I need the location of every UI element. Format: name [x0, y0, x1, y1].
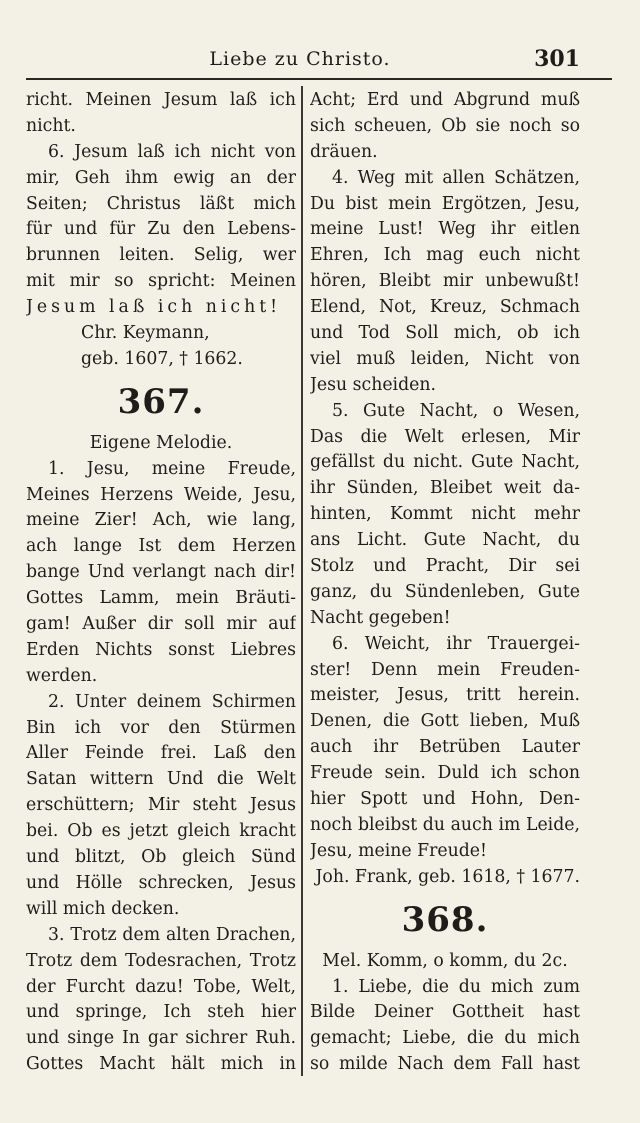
- melody-line: Mel. Komm, o komm, du 2c.: [322, 950, 568, 971]
- verse-start-line: 5. Gute Nacht, o Wesen,: [332, 400, 580, 421]
- verse-line: dräuen.: [310, 141, 378, 162]
- page-number: 301: [534, 46, 580, 72]
- verse-line: meine Lust! Weg ihr eitlen: [310, 219, 580, 240]
- verse-line: Bilde Deiner Gottheit hast: [310, 1002, 580, 1023]
- melody-line: Eigene Melodie.: [89, 432, 233, 453]
- verse-start-line: 6. Jesum laß ich nicht von: [48, 141, 296, 162]
- verse-line: viel muß leiden, Nicht von: [310, 348, 580, 369]
- verse-line: gemacht; Liebe, die du mich: [310, 1028, 580, 1049]
- verse-line: und blitzt, Ob gleich Sünd: [26, 847, 296, 868]
- verse-line: der Furcht dazu! Tobe, Welt,: [26, 976, 296, 997]
- right-column: [310, 88, 580, 1078]
- verse-line: werden.: [26, 665, 98, 686]
- verse-line: ach lange Ist dem Herzen: [26, 536, 296, 557]
- running-header: [0, 44, 640, 74]
- verse-line: Aller Feinde frei. Laß den: [26, 743, 296, 764]
- verse-line: Satan wittern Und die Welt: [26, 769, 296, 790]
- verse-start-line: 1. Jesu, meine Freude,: [48, 458, 296, 479]
- verse-line: Elend, Not, Kreuz, Schmach: [310, 297, 580, 318]
- verse-line: gefällst du nicht. Gute Nacht,: [310, 452, 580, 473]
- verse-line: sich scheuen, Ob sie noch so: [310, 115, 580, 136]
- verse-line: Stolz und Pracht, Dir sei: [310, 556, 580, 577]
- verse-line: Das die Welt erlesen, Mir: [310, 426, 580, 447]
- verse-line: Trotz dem Todesrachen, Trotz: [26, 950, 296, 971]
- header-rule: [26, 78, 612, 80]
- verse-line: ihr Sünden, Bleibet weit da-: [310, 478, 580, 499]
- verse-start-line: 2. Unter deinem Schirmen: [48, 691, 296, 712]
- verse-line: Gottes Lamm, mein Bräuti-: [26, 588, 296, 609]
- verse-line: will mich decken.: [26, 898, 180, 919]
- left-column: [26, 88, 296, 1078]
- verse-line: noch bleibst du auch im Leide,: [310, 814, 580, 835]
- verse-line: mit mir so spricht: Meinen: [26, 271, 296, 292]
- verse-line: und singe In gar sichrer Ruh.: [26, 1028, 296, 1049]
- verse-line: ganz, du Sündenleben, Gute: [310, 581, 580, 602]
- author-line: Chr. Keymann,: [81, 323, 210, 344]
- column-divider: [301, 86, 303, 1076]
- verse-line: und Hölle schrecken, Jesus: [26, 872, 296, 893]
- verse-line: Seiten; Christus läßt mich: [26, 193, 296, 214]
- verse-line: für und für Zu den Lebens-: [26, 219, 296, 240]
- verse-start-line: 3. Trotz dem alten Drachen,: [48, 924, 296, 945]
- running-title: Liebe zu Christo.: [209, 48, 391, 70]
- verse-line: Acht; Erd und Abgrund muß: [310, 90, 580, 110]
- hymn-number: 367.: [117, 381, 205, 422]
- verse-line: Freude sein. Duld ich schon: [310, 763, 580, 784]
- verse-line: brunnen leiten. Selig, wer: [26, 245, 296, 266]
- verse-line: hinten, Kommt nicht mehr: [310, 504, 580, 525]
- verse-line: Gottes Macht hält mich in: [26, 1054, 296, 1075]
- verse-start-line: 1. Liebe, die du mich zum: [332, 976, 580, 997]
- verse-line: richt. Meinen Jesum laß ich: [26, 90, 296, 110]
- verse-start-line: 6. Weicht, ihr Trauergei-: [332, 633, 580, 654]
- verse-line: Bin ich vor den Stürmen: [26, 717, 296, 738]
- verse-line: auch ihr Betrüben Lauter: [310, 737, 580, 758]
- verse-line: mir, Geh ihm ewig an der: [26, 167, 296, 188]
- author-line: geb. 1607, † 1662.: [81, 348, 243, 369]
- verse-line: und springe, Ich steh hier: [26, 1002, 296, 1023]
- verse-start-line: 4. Weg mit allen Schätzen,: [332, 167, 580, 188]
- verse-line: Jesu, meine Freude!: [310, 840, 487, 861]
- verse-line: nicht.: [26, 115, 76, 136]
- verse-line: bange Und verlangt nach dir!: [26, 562, 296, 583]
- verse-line: und Tod Soll mich, ob ich: [310, 323, 580, 344]
- verse-line: meine Zier! Ach, wie lang,: [26, 510, 296, 531]
- hymn-number: 368.: [401, 899, 489, 940]
- verse-line: hier Spott und Hohn, Den-: [310, 789, 580, 810]
- verse-line: Ehren, Ich mag euch nicht: [310, 245, 580, 266]
- verse-line: Denen, die Gott lieben, Muß: [310, 711, 580, 732]
- verse-line: so milde Nach dem Fall hast: [310, 1054, 580, 1075]
- verse-line: bei. Ob es jetzt gleich kracht: [26, 821, 296, 842]
- verse-line: ans Licht. Gute Nacht, du: [310, 530, 580, 551]
- verse-line: ster! Denn mein Freuden-: [310, 659, 580, 680]
- verse-line: gam! Außer dir soll mir auf: [26, 614, 296, 635]
- verse-line: Meines Herzens Weide, Jesu,: [26, 484, 296, 505]
- verse-line: erschüttern; Mir steht Jesus: [26, 795, 296, 816]
- verse-line: Du bist mein Ergötzen, Jesu,: [310, 193, 580, 214]
- verse-line: Nacht gegeben!: [310, 607, 451, 628]
- verse-line: meister, Jesus, tritt herein.: [310, 685, 580, 706]
- verse-line: Jesum laß ich nicht!: [26, 297, 282, 318]
- verse-line: Erden Nichts sonst Liebres: [26, 639, 296, 660]
- verse-line: Jesu scheiden.: [310, 374, 436, 395]
- verse-line: hören, Bleibt mir unbewußt!: [310, 271, 580, 292]
- author-line: Joh. Frank, geb. 1618, † 1677.: [315, 866, 580, 887]
